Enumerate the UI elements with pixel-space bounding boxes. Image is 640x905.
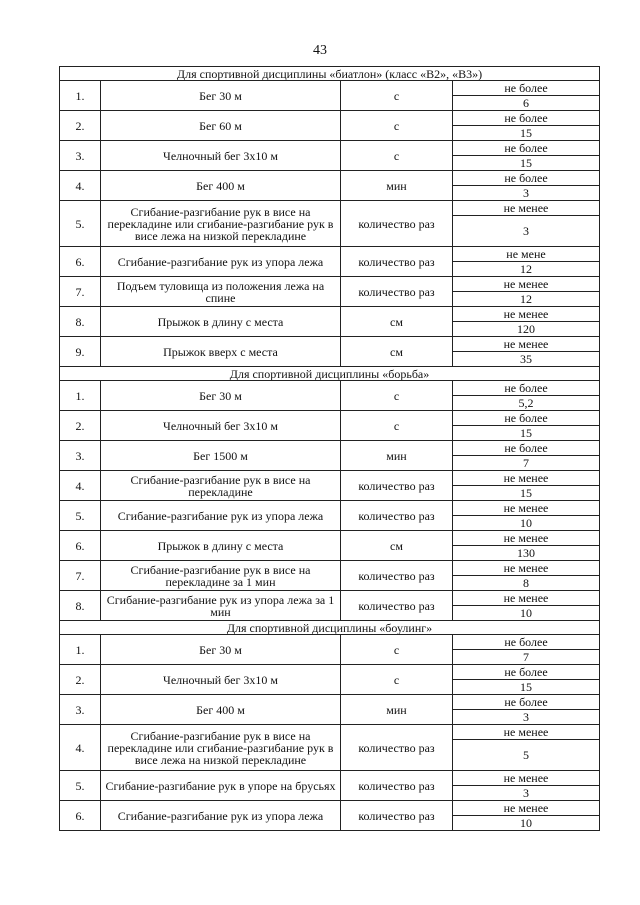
condition-label: не менее	[453, 561, 600, 576]
exercise-name: Сгибание-разгибание рук в висе на перекладине или сгибание-разгибание рук в висе лежа на низкой перекладине	[101, 725, 341, 771]
unit-of-measure: количество раз	[341, 591, 453, 621]
table-row	[60, 171, 600, 186]
unit-of-measure: см	[341, 531, 453, 561]
exercise-name: Сгибание-разгибание рук в висе на перекладине за 1 мин	[101, 561, 341, 591]
table-row	[60, 635, 600, 650]
table-row	[60, 81, 600, 96]
exercise-name: Сгибание-разгибание рук из упора лежа за 1 мин	[101, 591, 341, 621]
unit-of-measure: с	[341, 665, 453, 695]
table-row	[60, 141, 600, 156]
unit-of-measure: количество раз	[341, 561, 453, 591]
row-number: 9.	[60, 337, 101, 367]
row-number: 2.	[60, 111, 101, 141]
row-number: 2.	[60, 411, 101, 441]
section-header-row	[60, 621, 600, 635]
condition-label: не более	[453, 695, 600, 710]
standard-value: 10	[453, 516, 600, 531]
condition-label: не более	[453, 411, 600, 426]
exercise-name: Челночный бег 3x10 м	[101, 141, 341, 171]
condition-label: не более	[453, 381, 600, 396]
row-number: 5.	[60, 771, 101, 801]
table-row	[60, 277, 600, 292]
standard-value: 6	[453, 96, 600, 111]
unit-of-measure: с	[341, 81, 453, 111]
exercise-name: Челночный бег 3x10 м	[101, 665, 341, 695]
standard-value: 12	[453, 262, 600, 277]
standard-value: 8	[453, 576, 600, 591]
condition-label: не менее	[453, 201, 600, 216]
exercise-name: Прыжок в длину с места	[101, 531, 341, 561]
unit-of-measure: см	[341, 337, 453, 367]
standard-value: 10	[453, 816, 600, 831]
exercise-name: Сгибание-разгибание рук из упора лежа	[101, 501, 341, 531]
unit-of-measure: мин	[341, 695, 453, 725]
row-number: 5.	[60, 501, 101, 531]
row-number: 4.	[60, 171, 101, 201]
table-row	[60, 307, 600, 322]
exercise-name: Челночный бег 3x10 м	[101, 411, 341, 441]
table-row	[60, 561, 600, 576]
table-row	[60, 201, 600, 216]
condition-label: не менее	[453, 471, 600, 486]
condition-label: не менее	[453, 725, 600, 740]
exercise-name: Сгибание-разгибание рук в висе на перекладине или сгибание-разгибание рук в висе лежа на низкой перекладине	[101, 201, 341, 247]
table-row	[60, 591, 600, 606]
condition-label: не более	[453, 171, 600, 186]
standard-value: 120	[453, 322, 600, 337]
standard-value: 15	[453, 486, 600, 501]
section-title: Для спортивной дисциплины «боулинг»	[60, 621, 600, 635]
row-number: 5.	[60, 201, 101, 247]
row-number: 3.	[60, 141, 101, 171]
row-number: 1.	[60, 635, 101, 665]
page-number: 43	[313, 43, 327, 58]
exercise-name: Бег 30 м	[101, 635, 341, 665]
exercise-name: Сгибание-разгибание рук в упоре на брусьях	[101, 771, 341, 801]
table-row	[60, 381, 600, 396]
table-row	[60, 695, 600, 710]
row-number: 8.	[60, 591, 101, 621]
unit-of-measure: с	[341, 381, 453, 411]
row-number: 1.	[60, 381, 101, 411]
standard-value: 5,2	[453, 396, 600, 411]
unit-of-measure: мин	[341, 441, 453, 471]
standard-value: 5	[453, 740, 600, 771]
table-row	[60, 411, 600, 426]
unit-of-measure: количество раз	[341, 247, 453, 277]
standard-value: 7	[453, 456, 600, 471]
table-row	[60, 111, 600, 126]
exercise-name: Бег 1500 м	[101, 441, 341, 471]
section-title: Для спортивной дисциплины «борьба»	[60, 367, 600, 381]
table-row	[60, 501, 600, 516]
row-number: 1.	[60, 81, 101, 111]
exercise-name: Прыжок вверх с места	[101, 337, 341, 367]
standard-value: 3	[453, 786, 600, 801]
exercise-name: Бег 400 м	[101, 695, 341, 725]
table-row	[60, 771, 600, 786]
table-row	[60, 801, 600, 816]
row-number: 8.	[60, 307, 101, 337]
condition-label: не более	[453, 665, 600, 680]
table-row	[60, 337, 600, 352]
condition-label: не более	[453, 441, 600, 456]
exercise-name: Сгибание-разгибание рук из упора лежа	[101, 247, 341, 277]
standard-value: 15	[453, 426, 600, 441]
unit-of-measure: с	[341, 635, 453, 665]
row-number: 7.	[60, 277, 101, 307]
exercise-name: Бег 400 м	[101, 171, 341, 201]
table-row	[60, 725, 600, 740]
table-row	[60, 247, 600, 262]
unit-of-measure: количество раз	[341, 725, 453, 771]
unit-of-measure: с	[341, 111, 453, 141]
condition-label: не более	[453, 81, 600, 96]
unit-of-measure: количество раз	[341, 801, 453, 831]
standard-value: 15	[453, 680, 600, 695]
standard-value: 35	[453, 352, 600, 367]
row-number: 6.	[60, 531, 101, 561]
exercise-name: Сгибание-разгибание рук из упора лежа	[101, 801, 341, 831]
condition-label: не более	[453, 111, 600, 126]
section-header-row	[60, 367, 600, 381]
table-row	[60, 471, 600, 486]
unit-of-measure: количество раз	[341, 277, 453, 307]
table-row	[60, 665, 600, 680]
standards-table	[59, 66, 600, 831]
condition-label: не менее	[453, 307, 600, 322]
table-row	[60, 531, 600, 546]
row-number: 6.	[60, 247, 101, 277]
condition-label: не менее	[453, 337, 600, 352]
standard-value: 12	[453, 292, 600, 307]
exercise-name: Прыжок в длину с места	[101, 307, 341, 337]
row-number: 6.	[60, 801, 101, 831]
condition-label: не менее	[453, 501, 600, 516]
unit-of-measure: с	[341, 411, 453, 441]
condition-label: не менее	[453, 277, 600, 292]
exercise-name: Бег 30 м	[101, 381, 341, 411]
unit-of-measure: мин	[341, 171, 453, 201]
condition-label: не более	[453, 141, 600, 156]
standard-value: 7	[453, 650, 600, 665]
row-number: 3.	[60, 695, 101, 725]
condition-label: не менее	[453, 591, 600, 606]
unit-of-measure: количество раз	[341, 501, 453, 531]
exercise-name: Сгибание-разгибание рук в висе на перекладине	[101, 471, 341, 501]
standard-value: 15	[453, 156, 600, 171]
standard-value: 15	[453, 126, 600, 141]
unit-of-measure: количество раз	[341, 201, 453, 247]
condition-label: не менее	[453, 771, 600, 786]
standard-value: 3	[453, 710, 600, 725]
row-number: 3.	[60, 441, 101, 471]
standard-value: 3	[453, 186, 600, 201]
standard-value: 10	[453, 606, 600, 621]
section-title: Для спортивной дисциплины «биатлон» (класс «В2», «В3»)	[60, 67, 600, 81]
condition-label: не мене	[453, 247, 600, 262]
row-number: 4.	[60, 471, 101, 501]
exercise-name: Подъем туловища из положения лежа на спине	[101, 277, 341, 307]
standard-value: 3	[453, 216, 600, 247]
condition-label: не более	[453, 635, 600, 650]
exercise-name: Бег 30 м	[101, 81, 341, 111]
row-number: 7.	[60, 561, 101, 591]
row-number: 2.	[60, 665, 101, 695]
unit-of-measure: количество раз	[341, 471, 453, 501]
unit-of-measure: с	[341, 141, 453, 171]
table-row	[60, 441, 600, 456]
section-header-row	[60, 67, 600, 81]
condition-label: не менее	[453, 531, 600, 546]
exercise-name: Бег 60 м	[101, 111, 341, 141]
condition-label: не менее	[453, 801, 600, 816]
row-number: 4.	[60, 725, 101, 771]
unit-of-measure: см	[341, 307, 453, 337]
unit-of-measure: количество раз	[341, 771, 453, 801]
standard-value: 130	[453, 546, 600, 561]
